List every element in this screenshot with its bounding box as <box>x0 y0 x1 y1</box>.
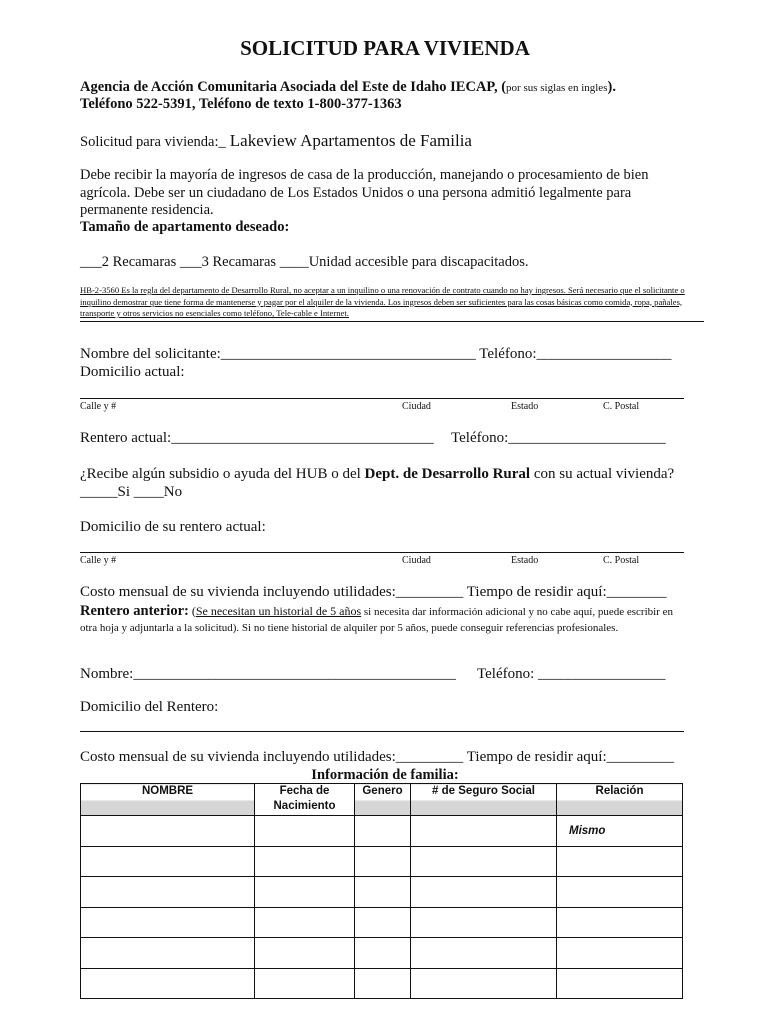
page-title: SOLICITUD PARA VIVIENDA <box>240 36 530 60</box>
table-row <box>81 877 683 908</box>
eligibility-line-3: permanente residencia. <box>80 202 214 218</box>
previous-landlord-address-label: Domicilio del Rentero: <box>80 699 219 715</box>
table-cell[interactable] <box>411 816 557 847</box>
eligibility-line-2: agrícola. Debe ser un ciudadano de Los Estados Unidos o una persona admitió legalmente para <box>80 185 632 201</box>
table-cell[interactable] <box>255 907 355 938</box>
table-cell[interactable] <box>411 938 557 969</box>
table-cell[interactable] <box>255 938 355 969</box>
applicant-name-field[interactable]: Nombre del solicitante:__________________________________ Teléfono:__________________ <box>80 346 672 362</box>
previous-landlord-note-u: Se necesitan un historial de 5 años <box>195 604 362 618</box>
table-cell[interactable] <box>81 846 255 877</box>
caption-state: Estado <box>511 401 539 412</box>
previous-landlord-heading: Rentero anterior: <box>80 603 189 619</box>
agency-close: ). <box>607 79 616 95</box>
table-cell[interactable] <box>81 968 255 999</box>
current-address-line[interactable] <box>80 398 684 399</box>
table-cell[interactable] <box>557 968 683 999</box>
application-line <box>80 131 472 151</box>
table-cell[interactable] <box>255 877 355 908</box>
current-landlord-phone-field[interactable]: Teléfono:_____________________ <box>451 430 666 446</box>
previous-landlord-note <box>80 604 690 636</box>
landlord-address-line[interactable] <box>80 552 684 553</box>
family-table-header <box>81 784 683 816</box>
table-cell[interactable] <box>411 846 557 877</box>
column-fecha-nacimiento: Fecha de Nacimiento <box>255 784 355 816</box>
table-cell[interactable] <box>411 968 557 999</box>
table-cell[interactable] <box>355 907 411 938</box>
application-label: Solicitud para vivienda:_ <box>80 134 226 150</box>
previous-landlord-name-field[interactable]: Nombre:___________________________________________ <box>80 666 456 682</box>
table-cell[interactable] <box>355 846 411 877</box>
table-cell[interactable] <box>411 877 557 908</box>
legal-divider <box>80 321 704 322</box>
agency-name: Agencia de Acción Comunitaria Asociada del Este de Idaho IECAP, ( <box>80 79 507 95</box>
caption-street: Calle y # <box>80 401 117 412</box>
apartment-size-heading: Tamaño de apartamento deseado: <box>80 219 290 235</box>
family-info-heading: Información de familia: <box>311 767 459 783</box>
table-row <box>81 846 683 877</box>
column-genero: Genero <box>355 784 411 816</box>
table-cell[interactable] <box>255 816 355 847</box>
unit-options[interactable]: ___2 Recamaras ___3 Recamaras ____Unidad accesible para discapacitados. <box>80 254 529 270</box>
caption-city: Ciudad <box>402 401 431 412</box>
monthly-cost-field-2[interactable]: Costo mensual de su vivienda incluyendo utilidades:_________ Tiempo de residir aquí:_________ <box>80 749 675 765</box>
column-relacion: Relación <box>557 784 683 816</box>
subsidy-question-a: ¿Recibe algún subsidio o ayuda del HUB o del <box>80 466 365 482</box>
previous-landlord-note-b: si necesita dar información adicional y no cabe aquí, puede escribir en otra hoja y adjuntarla a la solicitud). Si no tiene historial de alquiler por 5 años, puede conseguir referencias profesionales. <box>80 606 673 634</box>
current-address-label: Domicilio actual: <box>80 364 185 380</box>
caption-city-2: Ciudad <box>402 555 431 566</box>
caption-street-2: Calle y # <box>80 555 117 566</box>
column-seguro-social: # de Seguro Social <box>411 784 557 816</box>
caption-zip-2: C. Postal <box>603 555 640 566</box>
table-cell[interactable] <box>255 968 355 999</box>
previous-landlord-address-line[interactable] <box>80 731 684 732</box>
table-cell[interactable] <box>81 907 255 938</box>
previous-landlord-phone-field[interactable]: Teléfono: _________________ <box>477 666 666 682</box>
table-cell[interactable] <box>355 968 411 999</box>
application-property[interactable]: Lakeview Apartamentos de Familia <box>229 131 472 150</box>
relation-self-cell[interactable]: Mismo <box>557 816 683 847</box>
table-cell[interactable] <box>81 816 255 847</box>
column-nombre: NOMBRE <box>81 784 255 816</box>
table-cell[interactable] <box>81 938 255 969</box>
subsidy-answer[interactable]: _____Si ____No <box>80 484 183 500</box>
table-cell[interactable] <box>557 846 683 877</box>
subsidy-question-c: con su actual vivienda? <box>530 466 675 482</box>
subsidy-question-b: Dept. de Desarrollo Rural <box>364 466 531 482</box>
agency-phones: Teléfono 522-5391, Teléfono de texto 1-800-377-1363 <box>80 96 402 112</box>
table-row <box>81 938 683 969</box>
caption-state-2: Estado <box>511 555 539 566</box>
monthly-cost-field-1[interactable]: Costo mensual de su vivienda incluyendo utilidades:_________ Tiempo de residir aquí:________ <box>80 584 667 600</box>
previous-landlord-note-a: ( <box>188 604 196 618</box>
table-row <box>81 968 683 999</box>
agency-note: por sus siglas en ingles <box>506 82 608 94</box>
current-landlord-field[interactable]: Rentero actual:___________________________________ <box>80 430 434 446</box>
table-row <box>81 907 683 938</box>
family-table <box>80 783 683 999</box>
table-cell[interactable] <box>355 877 411 908</box>
legal-note-text: HB-2-3560 Es la regla del departamento de Desarrollo Rural, no aceptar a un inquilino o una renovación de contrato cuando no hay ingresos. Será necesario que el solicitante o inquilino demostrar que tiene forma de mantenerse y pagar por el alquiler de la vivienda. Los ingresos deben ser suficientes para las cosas básicas como comida, ropa, pañales, transporte y otros servicios no esenciales como teléfono, Tele-cable e Internet. <box>80 285 685 318</box>
table-row <box>81 816 683 847</box>
landlord-address-label: Domicilio de su rentero actual: <box>80 519 266 535</box>
table-cell[interactable] <box>557 877 683 908</box>
table-cell[interactable] <box>411 907 557 938</box>
eligibility-line-1: Debe recibir la mayoría de ingresos de casa de la producción, manejando o procesamiento de bien <box>80 167 649 183</box>
table-cell[interactable] <box>355 816 411 847</box>
table-cell[interactable] <box>355 938 411 969</box>
table-cell[interactable] <box>81 877 255 908</box>
legal-note <box>80 285 706 320</box>
agency-line <box>80 79 616 96</box>
table-cell[interactable] <box>255 846 355 877</box>
table-cell[interactable] <box>557 938 683 969</box>
subsidy-question <box>80 466 674 483</box>
caption-zip: C. Postal <box>603 401 640 412</box>
table-cell[interactable] <box>557 907 683 938</box>
